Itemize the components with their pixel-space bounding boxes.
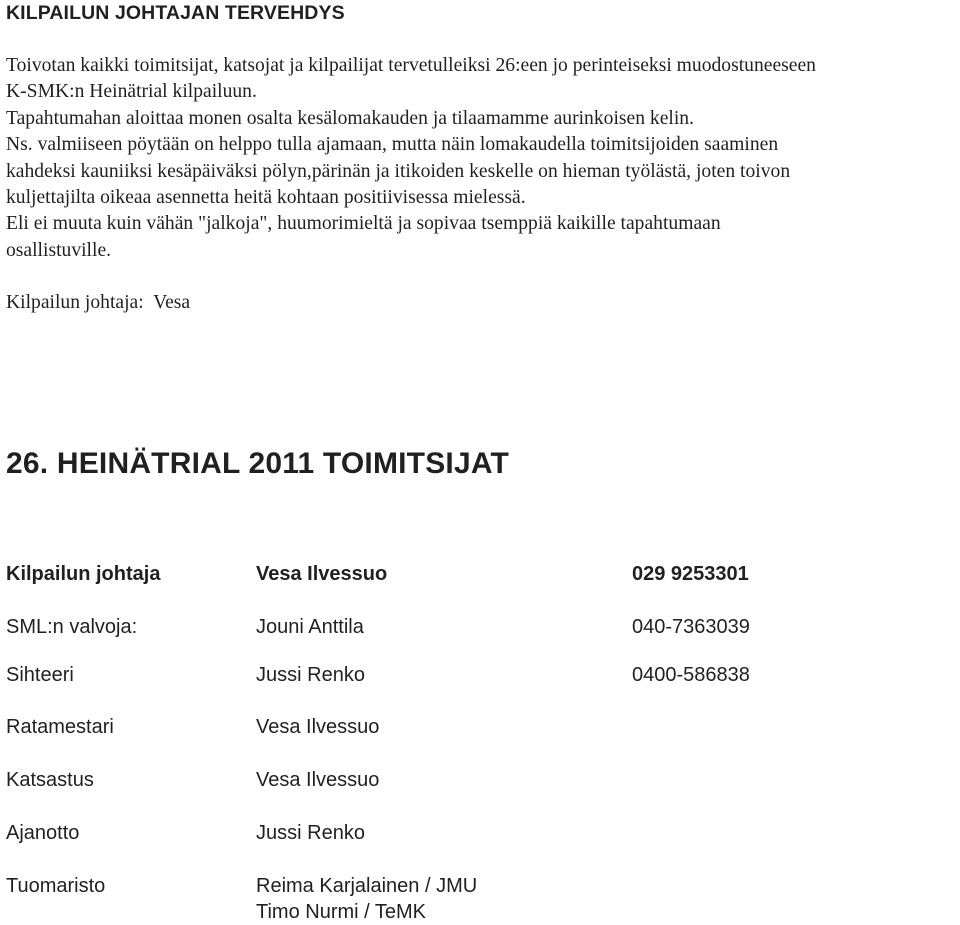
official-role: Ratamestari [6, 716, 114, 738]
officials-title: 26. HEINÄTRIAL 2011 TOIMITSIJAT [6, 447, 510, 480]
official-name: Vesa Ilvessuo [256, 716, 380, 738]
greeting-line: Ns. valmiiseen pöytään on helppo tulla ajamaan, mutta näin lomakaudella toimitsijoiden saaminen [6, 134, 779, 156]
official-role: Tuomaristo [6, 875, 106, 897]
greeting-line: Toivotan kaikki toimitsijat, katsojat ja kilpailijat tervetulleiksi 26:een jo perinteiseksi muodostuneeseen [6, 55, 816, 76]
official-phone: 0400-586838 [632, 664, 750, 686]
greeting-title: KILPAILUN JOHTAJAN TERVEHDYS [6, 2, 345, 24]
greeting-line: Tapahtumahan aloittaa monen osalta kesälomakauden ja tilaamamme aurinkoisen kelin. [6, 107, 694, 129]
official-phone: 040-7363039 [632, 616, 750, 638]
official-name: Jussi Renko [256, 664, 365, 686]
official-role: SML:n valvoja: [6, 616, 138, 638]
official-name-line: Reima Karjalainen / JMU [256, 875, 478, 897]
greeting-line: kahdeksi kauniiksi kesäpäiväksi pölyn,pärinän ja itikoiden keskelle on hieman työlästä, joten toivon [6, 160, 791, 182]
official-name: Vesa Ilvessuo [256, 769, 380, 791]
greeting-body [6, 53, 956, 264]
greeting-line: Eli ei muuta kuin vähän "jalkoja", huumorimieltä ja sopivaa tsemppiä kaikille tapahtumaan [6, 213, 721, 235]
official-name-line: Timo Nurmi / TeMK [256, 901, 427, 923]
official-role: Kilpailun johtaja [6, 563, 161, 585]
official-role: Katsastus [6, 769, 94, 791]
greeting-line: kuljettajilta oikeaa asennetta heitä kohtaan positiivisessa mielessä. [6, 187, 526, 209]
official-name [256, 873, 477, 925]
greeting-line: K-SMK:n Heinätrial kilpailuun. [6, 81, 257, 103]
greeting-signature: Kilpailun johtaja: Vesa [6, 292, 191, 313]
official-role: Sihteeri [6, 664, 74, 686]
official-name: Vesa Ilvessuo [256, 563, 388, 585]
official-name: Jouni Anttila [256, 616, 364, 638]
official-role: Ajanotto [6, 822, 80, 844]
official-name: Jussi Renko [256, 822, 365, 844]
greeting-line: osallistuville. [6, 239, 112, 261]
official-phone: 029 9253301 [632, 563, 749, 585]
